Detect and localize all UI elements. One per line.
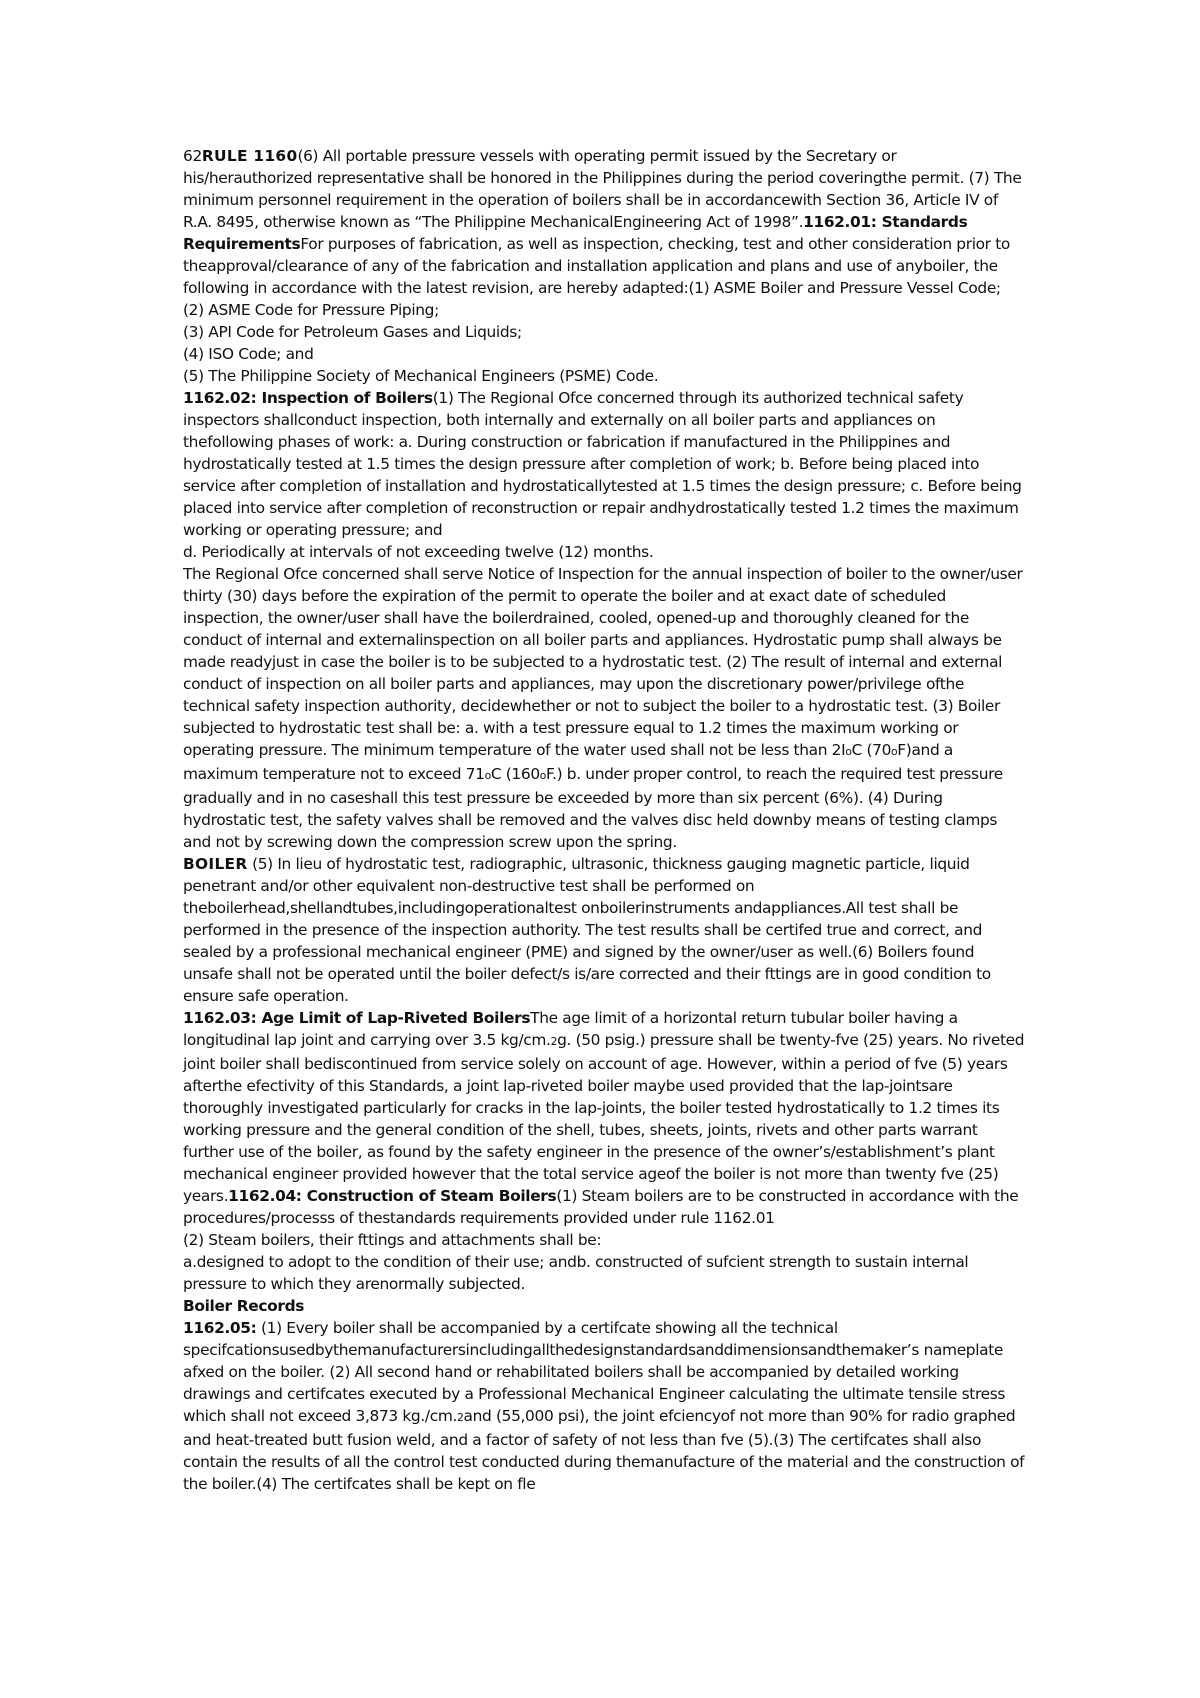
paragraph-text: C (70 [851, 741, 892, 759]
paragraph-text: C (160 [490, 765, 540, 783]
paragraph-text: (5) In lieu of hydrostatic test, radiographic, ultrasonic, thickness gauging magnetic particle, liquid penetrant and/or other equivalent non-destructive test shall be performed on theboilerhead,shellandtubes,includingoperationaltest onboilerinstruments andappliances.All test shall be performed in the presence of the inspection authority. The test results shall be certifed true and correct, and sealed by a professional mechanical engineer (PME) and signed by the owner/user as well.(6) Boilers found unsafe shall not be operated until the boiler defect/s is/are corrected and their fttings are in good condition to ensure safe operation. [183, 855, 991, 1005]
paragraph-text: The age limit of a horizontal return tubular boiler having a longitudinal lap joint and carrying over 3.5 kg/cm. [183, 1009, 958, 1049]
rule-label: RULE 1160 [201, 147, 298, 165]
subscript: o [845, 745, 852, 758]
subscript: 2 [457, 1411, 464, 1424]
section-heading-1162-03: 1162.03: Age Limit of Lap-Riveted Boilers [183, 1009, 531, 1027]
list-item: d. Periodically at intervals of not exceeding twelve (12) months. [183, 543, 654, 561]
section-heading-1162-02: 1162.02: Inspection of Boilers [183, 389, 433, 407]
intro-text: (6) All portable pressure vessels with operating permit issued by the Secretary or his/herauthorized representative shall be honored in the Philippines during the period coveringthe permit. (7) The minimum personnel requirement in the operation of boilers shall be in accordancewith Section 36, Article IV of R.A. 8495, otherwise known as “The Philippine MechanicalEngineering Act of 1998”. [183, 147, 1022, 231]
list-item: (2) Steam boilers, their fttings and attachments shall be: [183, 1231, 602, 1249]
section-text-1162-01: For purposes of fabrication, as well as inspection, checking, test and other consideration prior to theapproval/clearance of any of the fabrication and installation application and plans and use of anyboiler, the following in accordance with the latest revision, are hereby adapted:(1) ASME Boiler and Pressure Vessel Code; [183, 235, 1010, 297]
inspection-notice-paragraph [183, 563, 1028, 853]
paragraph-text: g. (50 psig.) pressure shall be twenty-fve (25) years. No riveted joint boiler shall bediscontinued from service solely on account of age. However, within a period of fve (5) years afterthe efectivity of this Standards, a joint lap-riveted boiler maybe used provided that the lap-jointsare thoroughly investigated particularly for cracks in the lap-joints, the boiler tested hydrostatically to 1.2 times its working pressure and the general condition of the shell, tubes, sheets, joints, rivets and other parts warrant further use of the boiler, as found by the safety engineer in the presence of the owner’s/establishment’s plant mechanical engineer provided however that the total service ageof the boiler is not more than twenty fve (25) years. [183, 1031, 1025, 1205]
boiler-label: BOILER [183, 855, 248, 873]
paragraph-text: F)and a maximum temperature not to exceed 71 [183, 741, 953, 783]
list-item: (4) ISO Code; and [183, 345, 314, 363]
subscript: o [539, 769, 547, 782]
paragraph-text: F.) b. under proper control, to reach the required test pressure gradually and in no caseshall this test pressure be exceeded by more than six percent (6%). (4) During hydrostatic test, the safety valves shall be removed and the valves disc held downby means of testing clamps and not by screwing down the compression screw upon the spring. [183, 765, 1003, 851]
paragraph-text: (1) Every boiler shall be accompanied by a certifcate showing all the technical specifcationsusedbythemanufacturersincludingallthedesignstandardsanddimensionsandthemaker’s nameplate afxed on the boiler. (2) All second hand or rehabilitated boilers shall be accompanied by detailed working drawings and certifcates executed by a Professional Mechanical Engineer calculating the ultimate tensile stress which shall not exceed 3,873 kg./cm. [183, 1319, 1006, 1425]
document-page [183, 145, 1028, 1495]
section-text-1162-02: (1) The Regional Ofce concerned through its authorized technical safety inspectors shallconduct inspection, both internally and externally on all boiler parts and appliances on thefollowing phases of work: a. During construction or fabrication if manufactured in the Philippines and hydrostatically tested at 1.5 times the design pressure after completion of work; b. Before being placed into service after completion of installation and hydrostaticallytested at 1.5 times the design pressure; c. Before being placed into service after completion of reconstruction or repair andhydrostatically tested 1.2 times the maximum working or operating pressure; and [183, 389, 1022, 539]
subscript: o [484, 769, 491, 782]
section-heading-1162-05: 1162.05: [183, 1319, 257, 1337]
section-text-1162-04: (1) Steam boilers are to be constructed in accordance with the procedures/processs of thestandards requirements provided under rule 1162.01 [183, 1187, 1019, 1227]
subscript: 2 [550, 1035, 558, 1048]
section-1162-05 [183, 1317, 1028, 1495]
list-item: (2) ASME Code for Pressure Piping; [183, 301, 439, 319]
subscript: o [891, 745, 898, 758]
boiler-paragraph [183, 853, 1028, 1007]
list-item: (5) The Philippine Society of Mechanical Engineers (PSME) Code. [183, 367, 659, 385]
intro-paragraph [183, 145, 1028, 299]
section-heading-1162-01: 1162.01: Standards Requirements [183, 213, 968, 253]
list-item: a.designed to adopt to the condition of their use; andb. constructed of sufcient strength to sustain internal pressure to which they arenormally subjected. [183, 1253, 969, 1293]
paragraph-text: The Regional Ofce concerned shall serve Notice of Inspection for the annual inspection of boiler to the owner/user thirty (30) days before the expiration of the permit to operate the boiler and at exact date of scheduled inspection, the owner/user shall have the boilerdrained, cooled, opened-up and thoroughly cleaned for the conduct of internal and externalinspection on all boiler parts and appliances. Hydrostatic pump shall always be made readyjust in case the boiler is to be subjected to a hydrostatic test. (2) The result of internal and external conduct of inspection on all boiler parts and appliances, may upon the discretionary power/privilege ofthe technical safety inspection authority, decidewhether or not to subject the boiler to a hydrostatic test. (3) Boiler subjected to hydrostatic test shall be: a. with a test pressure equal to 1.2 times the maximum working or operating pressure. The minimum temperature of the water used shall not be less than 2I [183, 565, 1023, 759]
list-item: (3) API Code for Petroleum Gases and Liquids; [183, 323, 522, 341]
section-1162-03 [183, 1007, 1028, 1229]
paragraph-text: and (55,000 psi), the joint efciencyof not more than 90% for radio graphed and heat-treated butt fusion weld, and a factor of safety of not less than fve (5).(3) The certifcates shall also contain the results of all the control test conducted during themanufacture of the material and the construction of the boiler.(4) The certifcates shall be kept on fle [183, 1407, 1025, 1493]
boiler-records-heading: Boiler Records [183, 1297, 305, 1315]
section-1162-02 [183, 387, 1028, 541]
section-heading-1162-04: 1162.04: Construction of Steam Boilers [228, 1187, 557, 1205]
page-number: 62 [183, 147, 202, 165]
